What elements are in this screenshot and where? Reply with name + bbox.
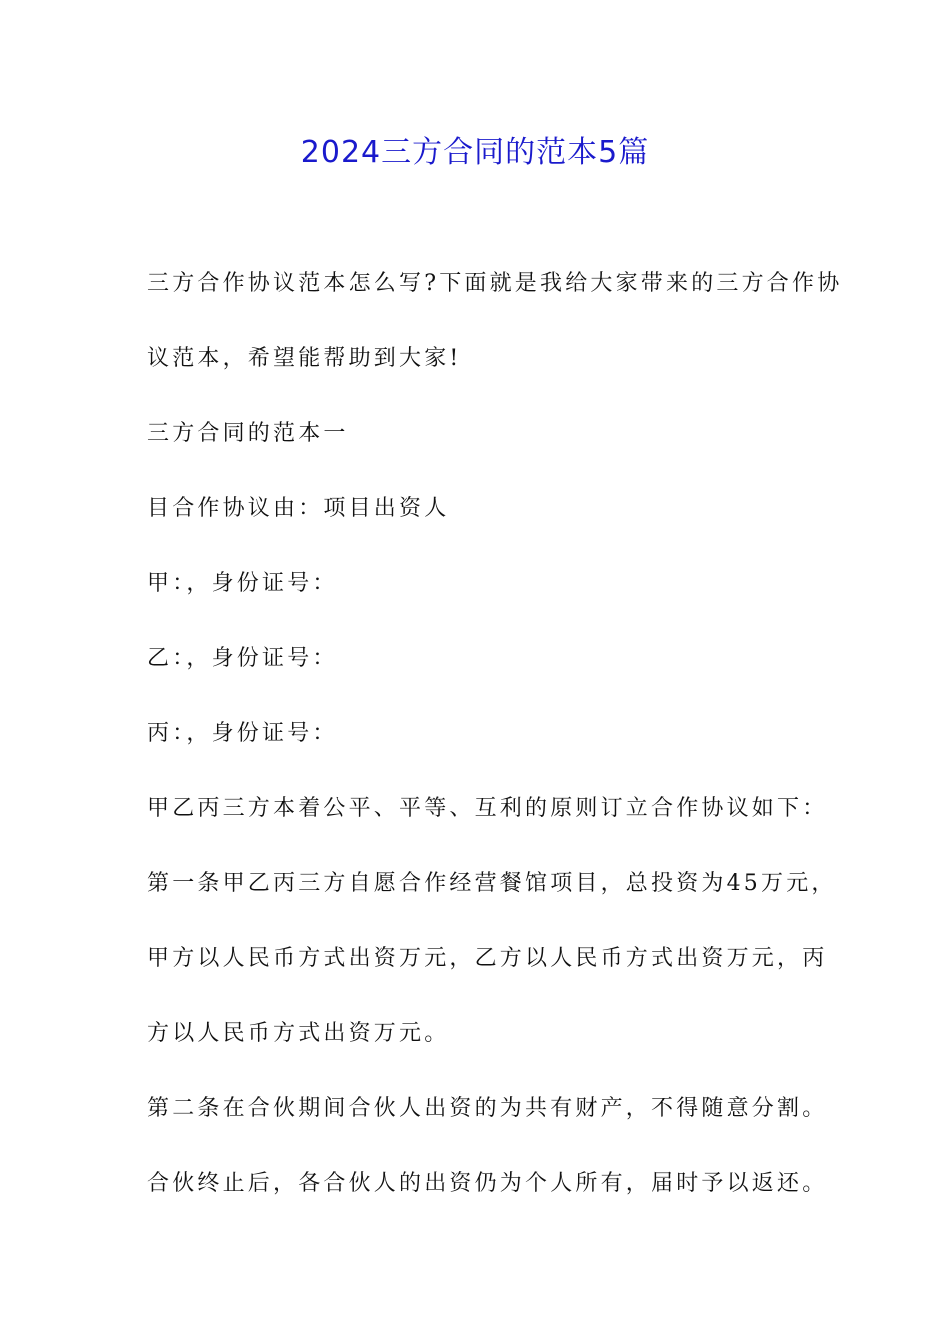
paragraph-line: 议范本，希望能帮助到大家! <box>147 346 462 371</box>
article-one-line: 方以人民币方式出资万元。 <box>147 1021 450 1046</box>
article-one-line: 第一条甲乙丙三方自愿合作经营餐馆项目，总投资为45万元， <box>147 871 837 896</box>
document-title: 2024三方合同的范本5篇 <box>300 135 650 170</box>
paragraph-line: 甲乙丙三方本着公平、平等、互利的原则订立合作协议如下： <box>147 796 828 821</box>
party-c-line: 丙：，身份证号： <box>147 721 338 746</box>
paragraph-line: 三方合作协议范本怎么写?下面就是我给大家带来的三方合作协 <box>147 271 843 296</box>
section-heading: 三方合同的范本一 <box>147 421 349 446</box>
article-one-line: 甲方以人民币方式出资万元，乙方以人民币方式出资万元，丙 <box>147 946 828 971</box>
article-two-line: 合伙终止后，各合伙人的出资仍为个人所有，届时予以返还。 <box>147 1171 828 1196</box>
paragraph-line: 目合作协议由：项目出资人 <box>147 496 450 521</box>
document-body <box>147 262 843 1237</box>
party-b-line: 乙：，身份证号： <box>147 646 338 671</box>
article-two-line: 第二条在合伙期间合伙人出资的为共有财产，不得随意分割。 <box>147 1096 828 1121</box>
party-a-line: 甲：，身份证号： <box>147 571 338 596</box>
